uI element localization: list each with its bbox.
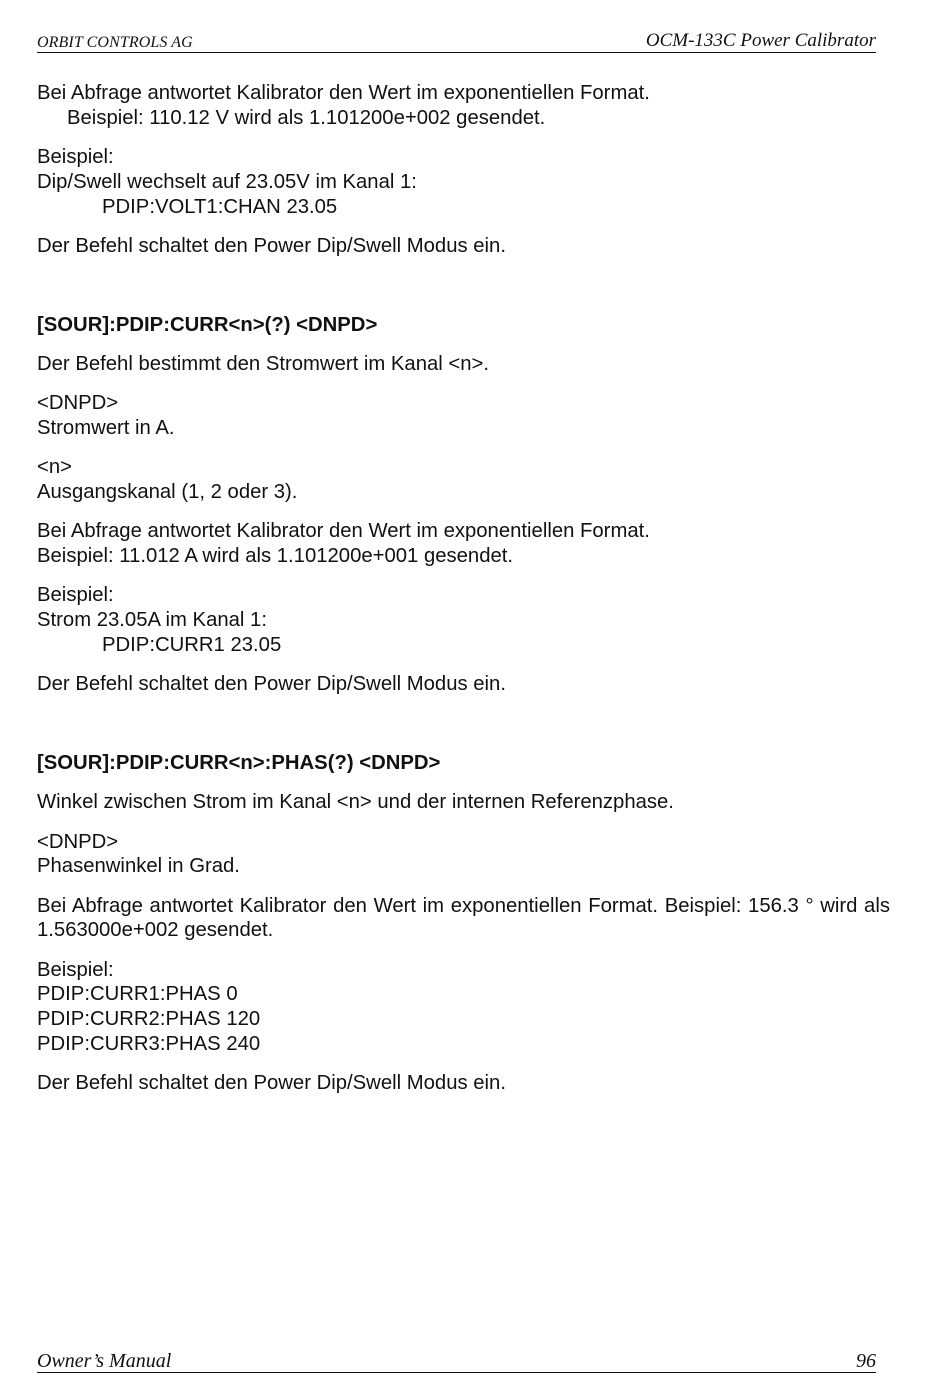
code-line: PDIP:VOLT1:CHAN 23.05	[102, 195, 338, 218]
section-note: Der Befehl schaltet den Power Dip/Swell Modus ein.	[37, 1072, 506, 1095]
text-line: Beispiel:	[37, 958, 114, 981]
query-paragraph	[37, 519, 890, 569]
page-content	[37, 81, 890, 1110]
text-line: Strom 23.05A im Kanal 1:	[37, 609, 267, 632]
query-paragraph: Bei Abfrage antwortet Kalibrator den Wert im exponentiellen Format. Beispiel: 156.3 ° wird als 1.563000e+002 gesendet.	[37, 894, 890, 942]
intro-note: Der Befehl schaltet den Power Dip/Swell Modus ein.	[37, 234, 506, 257]
example-paragraph	[37, 583, 890, 657]
parameter-block	[37, 830, 890, 880]
code-line: PDIP:CURR3:PHAS 240	[37, 1032, 261, 1055]
code-line: PDIP:CURR2:PHAS 120	[37, 1008, 261, 1031]
text-line: Beispiel:	[37, 145, 114, 168]
page-header	[37, 32, 876, 53]
text-line: Beispiel:	[37, 584, 114, 607]
text-line: Bei Abfrage antwortet Kalibrator den Wert im exponentiellen Format.	[37, 520, 650, 543]
section-heading: [SOUR]:PDIP:CURR<n>(?) <DNPD>	[37, 313, 378, 336]
text-line: Beispiel: 110.12 V wird als 1.101200e+002 gesendet.	[67, 106, 546, 129]
parameter-name: <n>	[37, 456, 72, 479]
parameter-description: Stromwert in A.	[37, 417, 175, 440]
text-line: Bei Abfrage antwortet Kalibrator den Wert im exponentiellen Format.	[37, 82, 650, 104]
page-footer	[37, 1350, 876, 1373]
parameter-name: <DNPD>	[37, 392, 119, 415]
text-line: Dip/Swell wechselt auf 23.05V im Kanal 1:	[37, 170, 417, 193]
parameter-description: Ausgangskanal (1, 2 oder 3).	[37, 481, 298, 504]
intro-example-paragraph	[37, 145, 890, 219]
example-paragraph	[37, 958, 890, 1057]
parameter-block	[37, 455, 890, 505]
footer-manual-title: Owner’s Manual	[37, 1350, 172, 1372]
intro-query-paragraph	[37, 81, 890, 131]
parameter-description: Phasenwinkel in Grad.	[37, 855, 240, 878]
section-note: Der Befehl schaltet den Power Dip/Swell Modus ein.	[37, 673, 506, 696]
section-heading: [SOUR]:PDIP:CURR<n>:PHAS(?) <DNPD>	[37, 752, 441, 775]
section-description: Der Befehl bestimmt den Stromwert im Kanal <n>.	[37, 353, 490, 376]
text-line: Beispiel: 11.012 A wird als 1.101200e+001 gesendet.	[37, 545, 514, 568]
code-line: PDIP:CURR1:PHAS 0	[37, 983, 238, 1006]
page-number: 96	[856, 1350, 876, 1372]
header-company: ORBIT CONTROLS AG	[37, 34, 193, 51]
code-line: PDIP:CURR1 23.05	[102, 633, 282, 656]
parameter-name: <DNPD>	[37, 830, 119, 853]
header-product: OCM-133C Power Calibrator	[645, 30, 876, 51]
section-description: Winkel zwischen Strom im Kanal <n> und der internen Referenzphase.	[37, 791, 674, 814]
parameter-block	[37, 391, 890, 441]
